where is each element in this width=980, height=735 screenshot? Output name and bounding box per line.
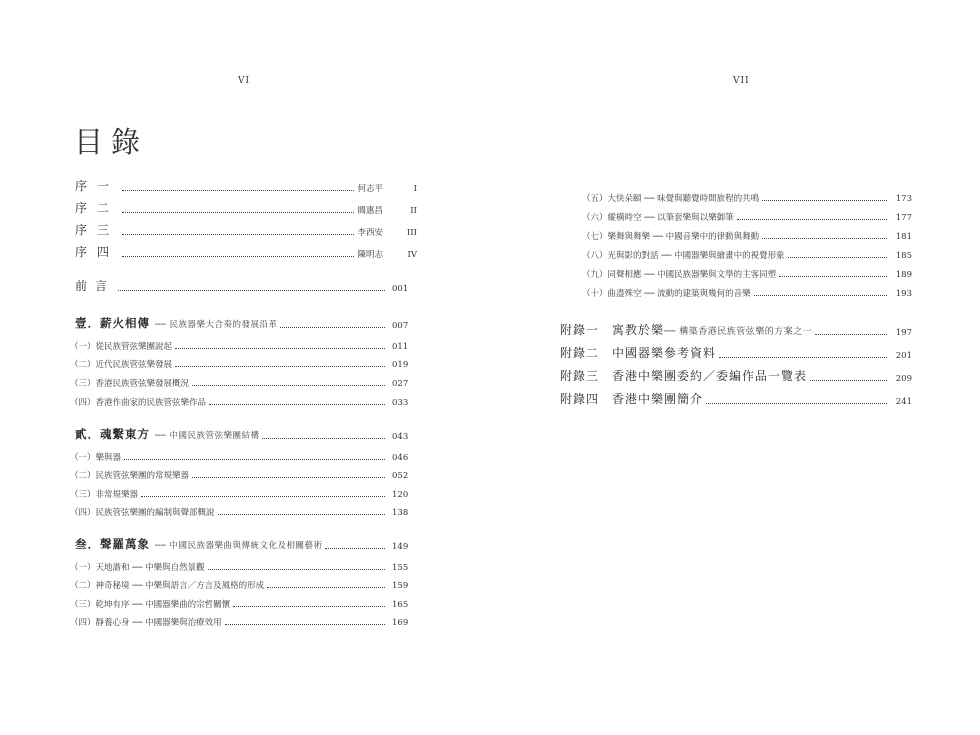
entry-label: （四）靜養心身 ── 中國器樂與治療效用 (70, 618, 222, 628)
entry-author: 李西安 (357, 228, 383, 238)
toc-appendix-2[interactable] (560, 347, 912, 361)
toc-appendix-3[interactable] (560, 370, 912, 384)
dot-leader (762, 199, 887, 201)
entry-label: （二）神奇秘境 ── 中樂與語言／方言及風格的形成 (70, 581, 265, 591)
toc-appendix-4[interactable] (560, 393, 912, 407)
chapter-subtitle: ── 民族器樂大合奏的發展沿革 (155, 320, 278, 330)
dot-leader (122, 233, 354, 235)
entry-page: 033 (392, 398, 409, 408)
entry-label: （二）近代民族管弦樂發展 (70, 360, 173, 370)
dot-leader (141, 495, 385, 497)
toc-appendix-1[interactable] (560, 324, 912, 338)
toc-chapter-2[interactable] (75, 428, 420, 442)
entry-label: （一）天地諧和 ── 中樂與自然景觀 (70, 563, 205, 573)
entry-page: 173 (895, 194, 912, 204)
dot-leader (192, 384, 385, 386)
entry-label: （三）非常規樂器 (70, 490, 139, 500)
entry-page: 138 (392, 508, 409, 518)
dot-leader (262, 437, 385, 439)
dot-leader (218, 513, 385, 515)
toc-entry-preface-3[interactable] (75, 224, 417, 238)
dot-leader (325, 547, 385, 549)
entry-page: 165 (392, 600, 409, 610)
toc-section[interactable] (70, 504, 420, 518)
entry-author: 何志平 (357, 184, 383, 194)
chapter-title: 壹．薪火相傳 (75, 316, 150, 330)
dot-leader (233, 605, 385, 607)
entry-label: （二）民族管弦樂團的常規樂器 (70, 471, 190, 481)
appendix-title: 附錄三 香港中樂團委約／委編作品一覽表 (560, 369, 808, 383)
entry-page: 001 (392, 284, 409, 294)
dot-leader (118, 289, 385, 291)
dot-leader (719, 356, 887, 358)
entry-page: 159 (392, 581, 409, 591)
toc-section[interactable] (582, 285, 912, 299)
dot-leader (209, 403, 385, 405)
entry-label: （六）縱橫時空 ── 以筆套樂與以樂御筆 (582, 213, 734, 223)
dot-leader (280, 326, 385, 328)
dot-leader (175, 365, 385, 367)
dot-leader (122, 189, 354, 191)
entry-page: 019 (392, 360, 409, 370)
entry-label: （四）民族管弦樂團的編制與聲部概說 (70, 508, 215, 518)
dot-leader (762, 237, 887, 239)
dot-leader (267, 586, 385, 588)
right-page (490, 0, 980, 735)
toc-section[interactable] (70, 577, 420, 591)
entry-page: 193 (895, 289, 912, 299)
entry-page: 046 (392, 453, 409, 463)
toc-section[interactable] (582, 228, 912, 242)
dot-leader (122, 211, 354, 213)
toc-chapter-3[interactable] (75, 538, 420, 552)
entry-label: 前言 (75, 279, 116, 293)
entry-page: 155 (392, 563, 409, 573)
entry-label: （十）曲盡殊空 ── 流動的建築與幾何的音樂 (582, 289, 751, 299)
entry-page: 201 (895, 351, 912, 361)
entry-page: 181 (895, 232, 912, 242)
chapter-title: 叁．聲羅萬象 (75, 537, 150, 551)
entry-label: 序四 (75, 245, 120, 259)
entry-page: 177 (895, 213, 912, 223)
entry-label: （一）從民族管弦樂團說起 (70, 342, 173, 352)
entry-page: 027 (392, 379, 409, 389)
entry-label: （三）香港民族管弦樂發展概況 (70, 379, 190, 389)
dot-leader (788, 256, 887, 258)
dot-leader (779, 275, 887, 277)
entry-page: 197 (895, 328, 912, 338)
toc-section[interactable] (70, 614, 420, 628)
entry-label: （四）香港作曲家的民族管弦樂作品 (70, 398, 207, 408)
toc-title: 目錄 (74, 125, 149, 159)
entry-page: 241 (895, 397, 912, 407)
entry-label: 序二 (75, 201, 120, 215)
toc-section[interactable] (582, 266, 912, 280)
entry-page: 052 (392, 471, 409, 481)
toc-chapter-1[interactable] (75, 317, 420, 331)
dot-leader (192, 476, 385, 478)
toc-section[interactable] (582, 247, 912, 261)
entry-label: （五）大快朵頤 ── 味覺與聽覺時間旅程的共鳴 (582, 194, 760, 204)
entry-label: （七）樂舞與舞樂 ── 中國音樂中的律動與舞動 (582, 232, 760, 242)
entry-label: （九）同聲相應 ── 中國民族器樂與文學的主客同塑 (582, 270, 777, 280)
entry-author: 閻惠昌 (357, 206, 383, 216)
toc-section[interactable] (70, 338, 420, 352)
toc-entry-preface-4[interactable] (75, 246, 417, 260)
chapter-title: 貳．魂繫東方 (75, 427, 150, 441)
entry-label: 序一 (75, 179, 120, 193)
dot-leader (124, 458, 385, 460)
entry-page: 007 (392, 321, 409, 331)
toc-entry-preface-1[interactable] (75, 180, 417, 194)
entry-author: 陳明志 (357, 250, 383, 260)
page-folio-left: VI (238, 76, 251, 86)
entry-label: 序三 (75, 223, 120, 237)
dot-leader (208, 568, 385, 570)
entry-page: 149 (392, 542, 409, 552)
toc-section[interactable] (70, 375, 420, 389)
dot-leader (810, 379, 887, 381)
entry-page: 185 (895, 251, 912, 261)
entry-page: 189 (895, 270, 912, 280)
entry-label: （八）光與影的對話 ── 中國器樂與繪畫中的視覺形象 (582, 251, 785, 261)
toc-section[interactable] (70, 449, 420, 463)
dot-leader (815, 333, 887, 335)
entry-page: 120 (392, 490, 409, 500)
entry-page: 209 (895, 374, 912, 384)
entry-page: 011 (392, 342, 409, 352)
dot-leader (754, 294, 887, 296)
entry-label: （三）乾坤有序 ── 中國器樂曲的宗哲關懷 (70, 600, 231, 610)
toc-section[interactable] (70, 486, 420, 500)
toc-section[interactable] (70, 356, 420, 370)
appendix-subtitle: ── 構築香港民族管弦樂的方案之一 (664, 327, 813, 337)
dot-leader (737, 218, 887, 220)
entry-label: （一）樂與器 (70, 453, 122, 463)
appendix-title: 附錄二 中國器樂參考資料 (560, 346, 717, 360)
toc-section[interactable] (70, 467, 420, 481)
toc-entry-foreword[interactable] (75, 280, 420, 294)
toc-section[interactable] (582, 190, 912, 204)
appendix-title: 附錄四 香港中樂團簡介 (560, 392, 704, 406)
dot-leader (122, 255, 354, 257)
chapter-subtitle: ── 中國民族管弦樂團結構 (155, 431, 260, 441)
toc-section[interactable] (582, 209, 912, 223)
dot-leader (225, 623, 385, 625)
dot-leader (175, 347, 385, 349)
entry-page: 169 (392, 618, 409, 628)
chapter-subtitle: ── 中國民族器樂曲與傳統文化及相關藝術 (155, 541, 323, 551)
entry-page: I (413, 184, 417, 194)
toc-section[interactable] (70, 596, 420, 610)
page-folio-right: VII (733, 76, 750, 86)
entry-page: 043 (392, 432, 409, 442)
toc-section[interactable] (70, 394, 420, 408)
toc-section[interactable] (70, 559, 420, 573)
entry-page: III (406, 228, 417, 238)
dot-leader (706, 402, 887, 404)
appendix-title: 附錄一 寓教於樂 (560, 323, 665, 337)
entry-page: II (410, 206, 417, 216)
toc-entry-preface-2[interactable] (75, 202, 417, 216)
entry-page: IV (407, 250, 417, 260)
